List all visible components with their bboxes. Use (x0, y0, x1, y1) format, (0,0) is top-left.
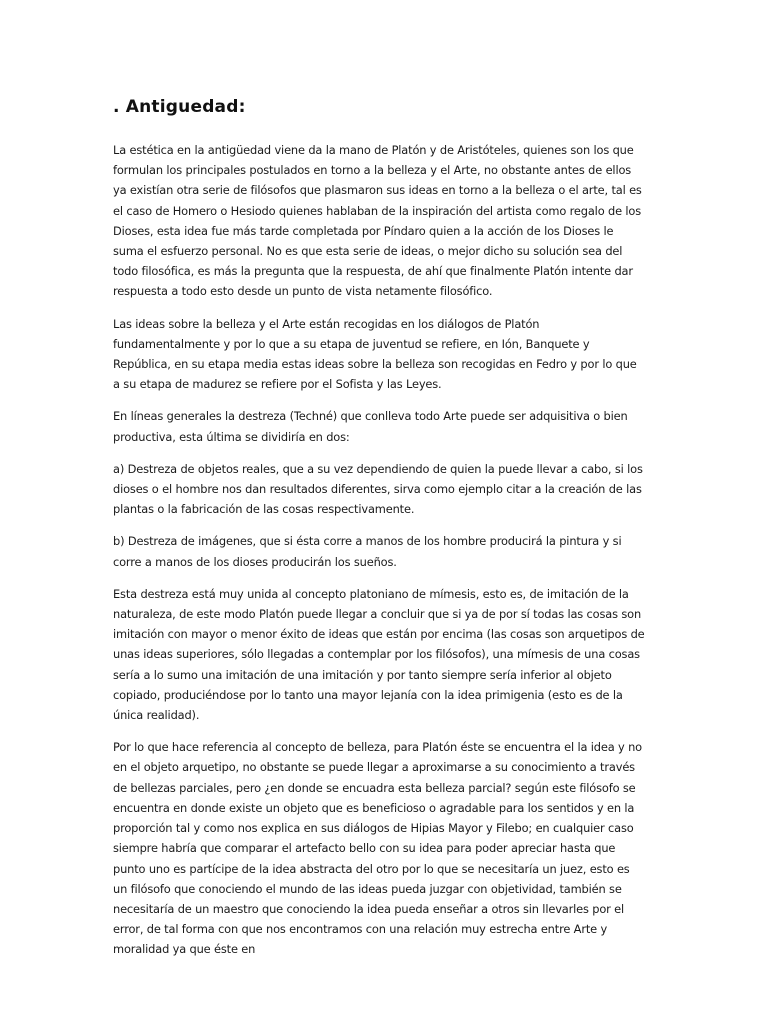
document-body (113, 94, 645, 972)
paragraph-real-objects: a) Destreza de objetos reales, que a su vez dependiendo de quien la puede llevar a cabo, si los dioses o el hombre nos dan resultados diferentes, sirva como ejemplo citar a la creación de las plantas o la fabricación de las cosas respectivamente. (113, 461, 643, 517)
paragraph-beauty: Por lo que hace referencia al concepto de belleza, para Platón éste se encuentra el la idea y no en el objeto arquetipo, no obstante se puede llegar a aproximarse a su conocimiento a través de bellezas parciales, pero ¿en donde se encuadra esta belleza parcial? según este filósofo se encuentra en donde existe un objeto que es beneficioso o agradable para los sentidos y en la proporción tal y como nos explica en sus diálogos de Hipias Mayor y Filebo; en cualquier caso siempre habría que comparar el artefacto bello con su idea para poder apreciar hasta que punto uno es partícipe de la idea abstracta del otro por lo que se necesitaría un juez, esto es un filósofo que conociendo el mundo de las ideas pueda juzgar con objetividad, también se necesitaría de un maestro que conociendo la idea pueda enseñar a otros sin llevarles por el error, de tal forma con que nos encontramos con una relación muy estrecha entre Arte y moralidad ya que éste en (113, 740, 642, 957)
paragraph-introduction: La estética en la antigüedad viene da la mano de Platón y de Aristóteles, quienes son los que formulan los principales postulados en torno a la belleza y el Arte, no obstante antes de ellos ya existían otra serie de filósofos que plasmaron sus ideas en torno a la belleza o el arte, tal es el caso de Homero o Hesiodo quienes hablaban de la inspiración del artista como regalo de los Dioses, esta idea fue más tarde completada por Píndaro quien a la acción de los Dioses le suma el esfuerzo personal. No es que esta serie de ideas, o mejor dicho su solución sea del todo filosófica, es más la pregunta que la respuesta, de ahí que finalmente Platón intente dar respuesta a todo esto desde un punto de vista netamente filosófico. (113, 143, 642, 299)
paragraph-dialogues: Las ideas sobre la belleza y el Arte están recogidas en los diálogos de Platón fundamentalmente y por lo que a su etapa de juventud se refiere, en Ión, Banquete y República, en su etapa media estas ideas sobre la belleza son recogidas en Fedro y por lo que a su etapa de madurez se refiere por el Sofista y las Leyes. (113, 316, 637, 392)
section-heading: . Antiguedad: (113, 97, 246, 117)
paragraph-techne: En líneas generales la destreza (Techné) que conlleva todo Arte puede ser adquisitiva o bien productiva, esta última se dividiría en dos: (113, 409, 628, 444)
paragraph-images: b) Destreza de imágenes, que si ésta corre a manos de los hombre producirá la pintura y si corre a manos de los dioses producirán los sueños. (113, 534, 622, 569)
paragraph-mimesis: Esta destreza está muy unida al concepto platoniano de mímesis, esto es, de imitación de la naturaleza, de este modo Platón puede llegar a concluir que si ya de por sí todas las cosas son imitación con mayor o menor éxito de ideas que están por encima (las cosas son arquetipos de unas ideas superiores, sólo llegadas a contemplar por los filósofos), una mímesis de una cosas sería a lo sumo una imitación de una imitación y por tanto siempre sería inferior al objeto copiado, produciéndose por lo tanto una mayor lejanía con la idea primigenia (esto es de la única realidad). (113, 586, 645, 723)
